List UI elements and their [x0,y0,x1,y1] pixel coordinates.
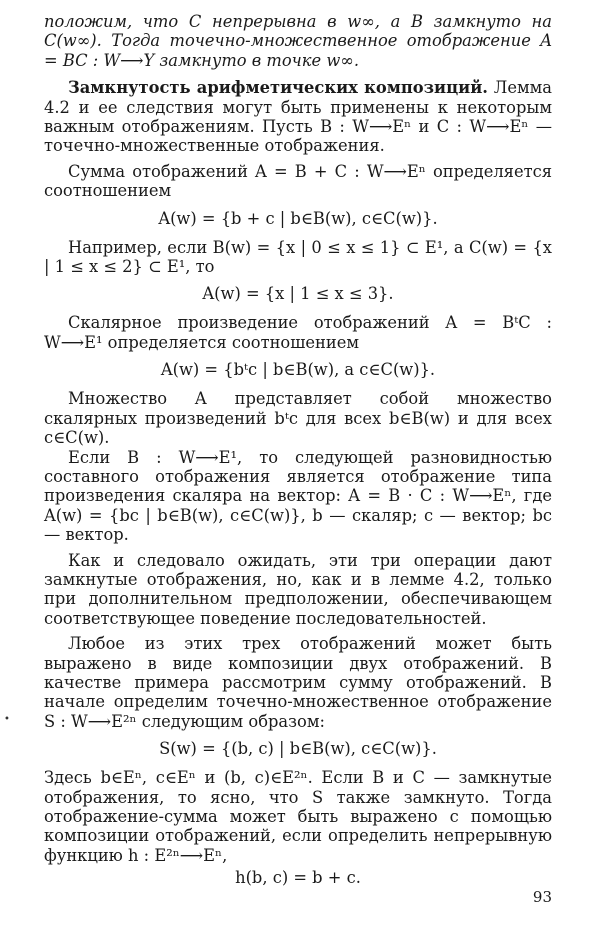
s-formula: S(w) = {(b, c) | b∈B(w), c∈C(w)}. [159,739,437,759]
here-paragraph: Здесь b∈Eⁿ, c∈Eⁿ и (b, c)∈E²ⁿ. Если B и C — замкнутые отображения, то ясно, что S также замкнуто. Тогда отображение-сумма может быть выражено с помощью композиции отображений, если определить непрерывную функцию h : E²ⁿ⟶Eⁿ, [44,768,552,865]
theorem-tail: положим, что C непрерывна в w∞, а B замкнуто на C(w∞). Тогда точечно-множественное отображение A = BC : W⟶Y замкнуто в точке w∞. [44,12,552,70]
sum-formula: A(w) = {b + c | b∈B(w), c∈C(w)}. [158,208,438,228]
scalar-formula: A(w) = {bᵗc | b∈B(w), a c∈C(w)}. [160,360,436,380]
section-body: Лемма 4.2 и ее следствия могут быть применены к некоторым важным отображениям. Пусть B : W⟶Eⁿ и C : W⟶Eⁿ — точечно-множественные отображения. [44,78,552,156]
h-formula: h(b, c) = b + c. [235,868,361,888]
margin-mark: • [4,714,10,725]
expectation-paragraph: Как и следовало ожидать, эти три операции дают замкнутые отображения, но, как и в лемме 4.2, только при дополнительном предположении, обеспечивающем соответствующее поведение последовательностей. [44,550,552,628]
if-b-paragraph: Если B : W⟶E¹, то следующей разновидностью составного отображения является отображение типа произведения скаляра на вектор: A = B · C : W⟶Eⁿ, где A(w) = {bc | b∈B(w), c∈C(w)}, b — скаляр; c — вектор; bc — вектор. [44,447,552,545]
example-formula: A(w) = {x | 1 ≤ x ≤ 3}. [202,284,394,304]
sum-paragraph: Сумма отображений A = B + C : W⟶Eⁿ определяется соотношением [44,161,552,201]
set-a-paragraph: Множество A представляет собой множество скалярных произведений bᵗc для всех b∈B(w) и для всех c∈C(w). [44,389,552,448]
section-heading: Замкнутость арифметических композиций. [68,78,488,98]
page-number: 93 [532,888,552,906]
example-paragraph: Например, если B(w) = {x | 0 ≤ x ≤ 1} ⊂ E¹, а C(w) = {x | 1 ≤ x ≤ 2} ⊂ E¹, то [44,237,552,277]
composition-paragraph: Любое из этих трех отображений может быть выражено в виде композиции двух отображений. В качестве примера рассмотрим сумму отображений. В начале определим точечно-множественное отображение S : W⟶E²ⁿ следующим образом: [44,634,552,731]
section-paragraph [44,78,552,156]
scalar-paragraph: Скалярное произведение отображений A = BᵗC : W⟶E¹ определяется соотношением [44,313,552,352]
